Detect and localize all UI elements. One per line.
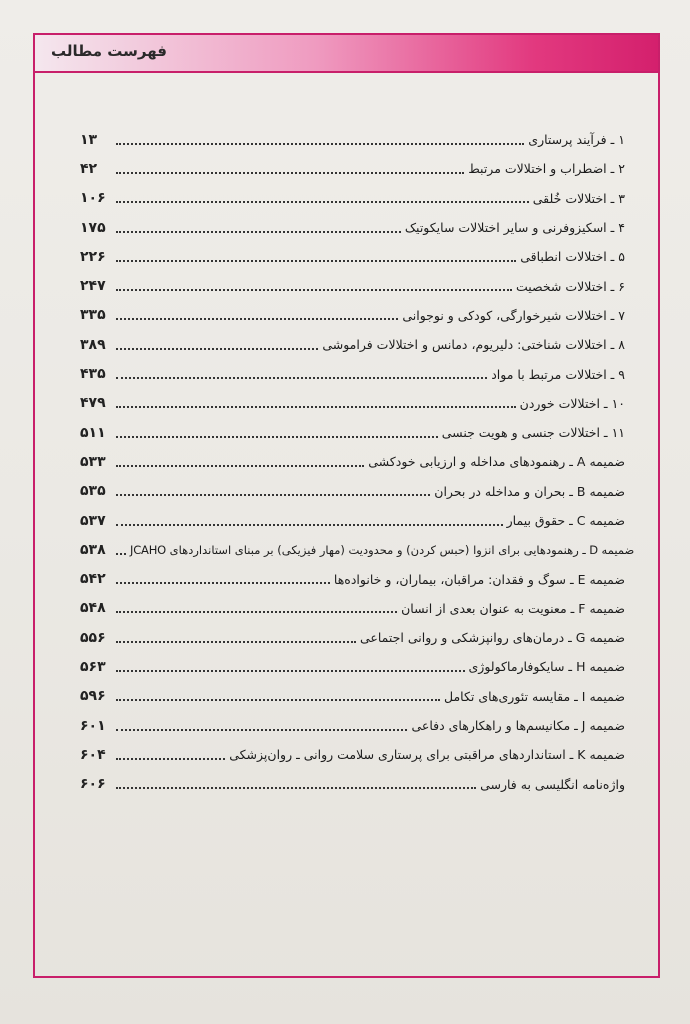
toc-entry-title: ضمیمه J ـ مکانیسم‌ها و راهکارهای دفاعی — [411, 718, 625, 734]
toc-entry-title: ضمیمه B ـ بحران و مداخله در بحران — [434, 483, 625, 499]
toc-dot-leader — [116, 201, 529, 203]
toc-dot-leader — [116, 641, 356, 643]
toc-entry — [80, 418, 625, 447]
toc-dot-leader — [116, 377, 487, 379]
toc-entry-title: ۱۰ ـ اختلالات خوردن — [519, 395, 625, 411]
toc-entry — [80, 389, 625, 418]
toc-entry-title: ۶ ـ اختلالات شخصیت — [515, 278, 625, 294]
toc-page-number: ۵۱۱ — [80, 424, 106, 441]
toc-entry — [80, 154, 625, 183]
toc-entry-title: ضمیمه E ـ سوگ و فقدان: مراقبان، بیماران، و خانواده‌ها — [333, 571, 625, 587]
toc-entry-title: ضمیمه A ـ رهنمودهای مداخله و ارزیابی خودکشی — [368, 454, 625, 470]
toc-entry — [80, 682, 625, 711]
table-of-contents — [80, 125, 635, 799]
toc-page-number: ۵۹۶ — [80, 688, 106, 705]
toc-dot-leader — [116, 318, 398, 320]
toc-dot-leader — [116, 465, 364, 467]
toc-entry — [80, 652, 625, 681]
toc-entry — [80, 623, 625, 652]
toc-dot-leader — [116, 143, 524, 145]
toc-dot-leader — [116, 289, 512, 291]
toc-dot-leader — [116, 260, 516, 262]
toc-entry-title: ضمیمه H ـ سایکوفارماکولوژی — [468, 659, 625, 675]
toc-page-number: ۱۳ — [80, 131, 98, 148]
toc-page-number: ۱۰۶ — [80, 190, 106, 207]
toc-entry — [80, 271, 625, 300]
toc-entry-title: ۷ ـ اختلالات شیرخوارگی، کودکی و نوجوانی — [402, 307, 625, 323]
toc-dot-leader — [116, 699, 440, 701]
toc-entry — [80, 242, 625, 271]
toc-page-number: ۵۳۳ — [80, 453, 106, 470]
toc-entry — [80, 477, 625, 506]
toc-entry-title: ۹ ـ اختلالات مرتبط با مواد — [491, 366, 625, 382]
toc-dot-leader — [116, 787, 476, 789]
toc-entry — [80, 535, 635, 564]
toc-page-number: ۴۲ — [80, 160, 98, 177]
toc-entry-title: ضمیمه D ـ رهنمودهایی برای انزوا (حبس کردن) و محدودیت (مهار فیزیکی) بر مبنای استانداردهای JCAHO — [130, 542, 635, 557]
toc-page-number: ۵۵۶ — [80, 629, 106, 646]
toc-dot-leader — [116, 231, 401, 233]
toc-entry — [80, 594, 625, 623]
toc-page-number: ۵۳۵ — [80, 483, 106, 500]
toc-dot-leader — [116, 406, 516, 408]
toc-entry-title: ۱ ـ فرآیند پرستاری — [528, 132, 625, 148]
toc-page-number: ۶۰۱ — [80, 717, 106, 734]
toc-entry — [80, 447, 625, 476]
toc-entry — [80, 359, 625, 388]
toc-entry — [80, 770, 625, 799]
toc-dot-leader — [116, 729, 407, 731]
toc-entry — [80, 330, 625, 359]
page-title: فهرست مطالب — [51, 42, 167, 60]
toc-dot-leader — [116, 172, 464, 174]
toc-page-number: ۵۳۸ — [80, 541, 106, 558]
toc-page-number: ۳۸۹ — [80, 336, 106, 353]
toc-entry — [80, 213, 625, 242]
toc-page-number: ۵۶۳ — [80, 658, 106, 675]
toc-dot-leader — [116, 582, 330, 584]
toc-page-number: ۶۰۴ — [80, 746, 106, 763]
toc-entry-title: ضمیمه G ـ درمان‌های روانپزشکی و روانی اجتماعی — [359, 630, 625, 646]
toc-entry — [80, 564, 625, 593]
header-band — [35, 35, 658, 73]
toc-page-number: ۲۴۷ — [80, 278, 106, 295]
toc-page-number: ۵۴۸ — [80, 600, 106, 617]
toc-entry-title: ۱۱ ـ اختلالات جنسی و هویت جنسی — [441, 425, 625, 441]
toc-dot-leader — [116, 524, 503, 526]
toc-page-number: ۳۳۵ — [80, 307, 106, 324]
toc-dot-leader — [116, 758, 225, 760]
toc-entry-title: ضمیمه C ـ حقوق بیمار — [506, 513, 625, 528]
toc-dot-leader — [116, 436, 438, 438]
toc-dot-leader — [116, 494, 430, 496]
toc-entry-title: ضمیمه F ـ معنویت به عنوان بعدی از انسان — [401, 600, 625, 616]
toc-page-number: ۴۳۵ — [80, 366, 106, 383]
toc-entry-title: ضمیمه K ـ استانداردهای مراقبتی برای پرستاری سلامت روانی ـ روان‌پزشکی — [229, 747, 625, 763]
toc-page-number: ۵۴۲ — [80, 571, 106, 588]
toc-entry-title: ۸ ـ اختلالات شناختی: دلیریوم، دمانس و اختلالات فراموشی — [322, 337, 625, 353]
toc-page-number: ۲۲۶ — [80, 248, 106, 265]
toc-dot-leader — [116, 611, 397, 613]
toc-entry — [80, 301, 625, 330]
toc-entry — [80, 184, 625, 213]
toc-entry-title: ضمیمه I ـ مقایسه تئوری‌های تکامل — [444, 688, 625, 704]
toc-entry-title: ۵ ـ اختلالات انطباقی — [520, 249, 625, 265]
toc-dot-leader — [116, 670, 465, 672]
toc-entry-title: ۴ ـ اسکیزوفرنی و سایر اختلالات سایکوتیک — [404, 220, 625, 236]
toc-page-number: ۶۰۶ — [80, 776, 106, 793]
toc-dot-leader — [116, 553, 126, 555]
toc-entry-title: واژه‌نامه انگلیسی به فارسی — [480, 776, 625, 792]
toc-entry — [80, 711, 625, 740]
toc-entry-title: ۲ ـ اضطراب و اختلالات مرتبط — [468, 161, 625, 177]
toc-entry — [80, 740, 625, 769]
toc-entry — [80, 506, 625, 535]
toc-entry-title: ۳ ـ اختلالات خُلقی — [532, 190, 625, 206]
toc-dot-leader — [116, 348, 318, 350]
toc-entry — [80, 125, 625, 154]
toc-page-number: ۴۷۹ — [80, 395, 106, 412]
toc-page-number: ۱۷۵ — [80, 219, 106, 236]
toc-page-number: ۵۳۷ — [80, 512, 106, 529]
